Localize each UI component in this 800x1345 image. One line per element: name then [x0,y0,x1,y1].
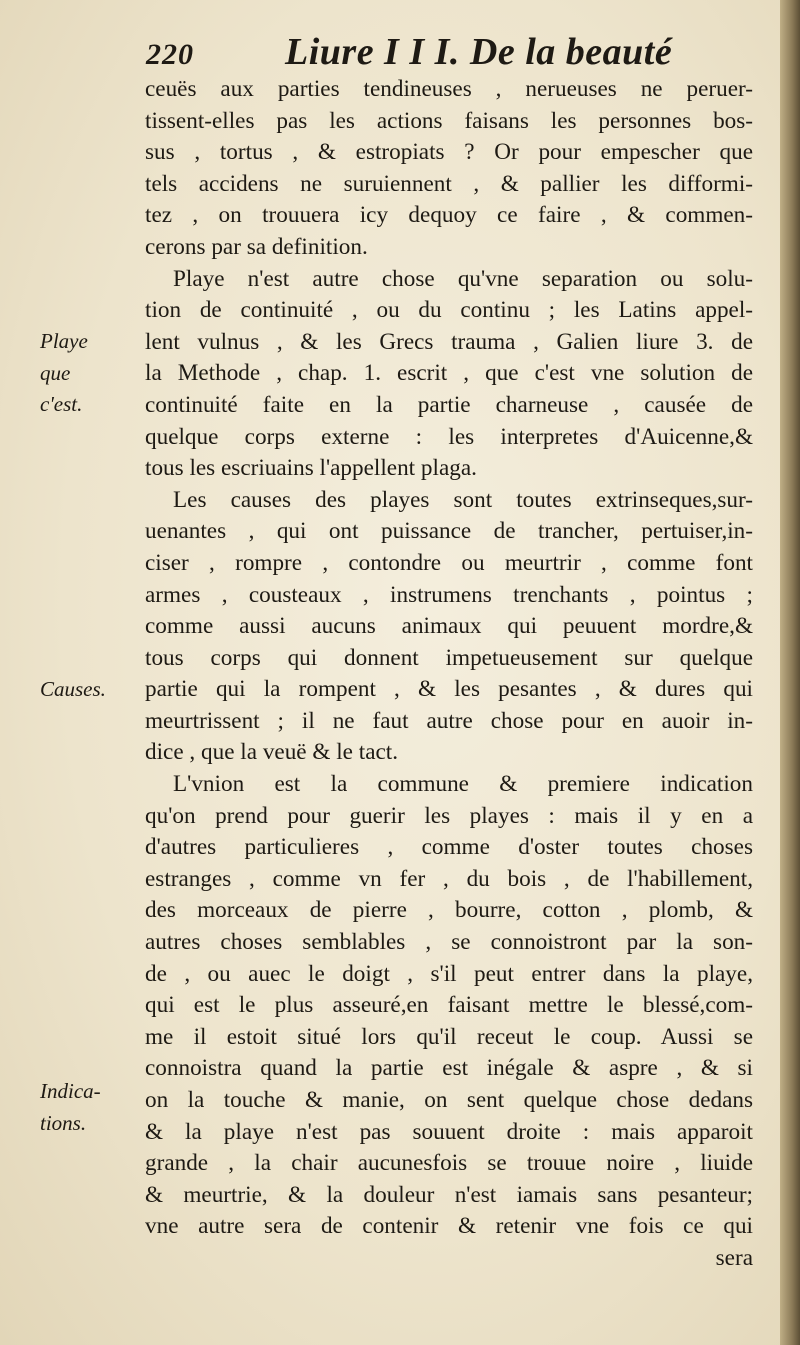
text-line: comme aussi aucuns animaux qui peuuent mordre,& [145,613,753,640]
text-line: ceuës aux parties tendineuses , nerueuses ne peruer- [145,76,753,102]
text-line: on la touche & manie, on sent quelque chose dedans [145,1087,753,1113]
text-line: & meurtrie, & la douleur n'est iamais sans pesanteur; [145,1181,753,1208]
book-gutter [780,0,800,1345]
text-line: tez , on trouuera icy dequoy ce faire , & commen- [145,202,753,229]
text-line: armes , cousteaux , instrumens trenchants , pointus ; [145,581,753,608]
text-line: continuité faite en la partie charneuse , causée de [145,391,753,418]
text-line: qui est le plus asseuré,en faisant mettre le blessé,com- [145,992,753,1019]
text-line: meurtrissent ; il ne faut autre chose pour en auoir in- [145,707,753,734]
margin-note-playe [40,326,140,421]
text-line: uenantes , qui ont puissance de trancher, pertuiser,in- [145,518,753,545]
catchword: sera [715,1244,753,1271]
margin-note-line: Indica- [40,1079,101,1103]
text-line: tels accidens ne suruiennent , & pallier les difformi- [145,170,753,197]
text-line: tous corps qui donnent impetueusement sur quelque [145,644,753,671]
text-line: estranges , comme vn fer , du bois , de l'habillement, [145,865,753,892]
margin-note-line: tions. [40,1110,87,1135]
text-line: tissent-elles pas les actions faisans les personnes bos- [145,107,753,134]
text-line: connoistra quand la partie est inégale & aspre , & si [145,1055,753,1082]
margin-note-line: Playe [40,329,88,353]
text-line: d'autres particulieres , comme d'oster toutes choses [145,834,753,861]
text-line: de , ou auec le doigt , s'il peut entrer dans la playe, [145,960,753,987]
text-line: L'vnion est la commune & premiere indication [173,771,753,798]
text-line: ciser , rompre , contondre ou meurtrir , comme font [145,549,753,576]
text-line: tous les escriuains l'appellent plaga. [145,455,477,482]
margin-note-line: que [40,360,71,385]
text-line: la Methode , chap. 1. escrit , que c'est vne solution de [145,360,753,387]
margin-note-line: c'est. [40,392,83,417]
text-line: quelque corps externe : les interpretes d'Auicenne,& [145,423,753,450]
page-number: 220 [146,38,194,71]
text-line: des morceaux de pierre , bourre, cotton , plomb, & [145,897,753,924]
body-text [145,74,753,1275]
text-line: vne autre sera de contenir & retenir vne fois ce qui [145,1213,753,1240]
text-line: qu'on prend pour guerir les playes : mais il y en a [145,802,753,829]
text-line: Playe n'est autre chose qu'vne separation ou solu- [173,265,753,292]
running-head: Liure I I I. De la beauté [285,31,673,73]
text-line: & la playe n'est pas souuent droite : mais apparoit [145,1118,753,1145]
text-line: sus , tortus , & estropiats ? Or pour empescher que [145,139,753,166]
text-line: grande , la chair aucunesfois se trouue noire , liuide [145,1150,753,1177]
margin-note-indications [40,1076,140,1139]
margin-note-line: Causes. [40,677,106,701]
text-line: tion de continuité , ou du continu ; les Latins appel- [145,297,753,324]
text-line: autres choses semblables , se connoistront par la son- [145,929,753,956]
text-line: partie qui la rompent , & les pesantes , & dures qui [145,676,753,703]
text-line: me il estoit situé lors qu'il receut le coup. Aussi se [145,1023,753,1050]
text-line: dice , que la veuë & le tact. [145,739,399,766]
margin-note-causes [40,674,140,706]
text-line: lent vulnus , & les Grecs trauma , Galien liure 3. de [145,328,753,355]
text-line: cerons par sa definition. [145,233,368,260]
page-header [0,30,785,80]
text-line: Les causes des playes sont toutes extrinseques,sur- [173,486,753,513]
